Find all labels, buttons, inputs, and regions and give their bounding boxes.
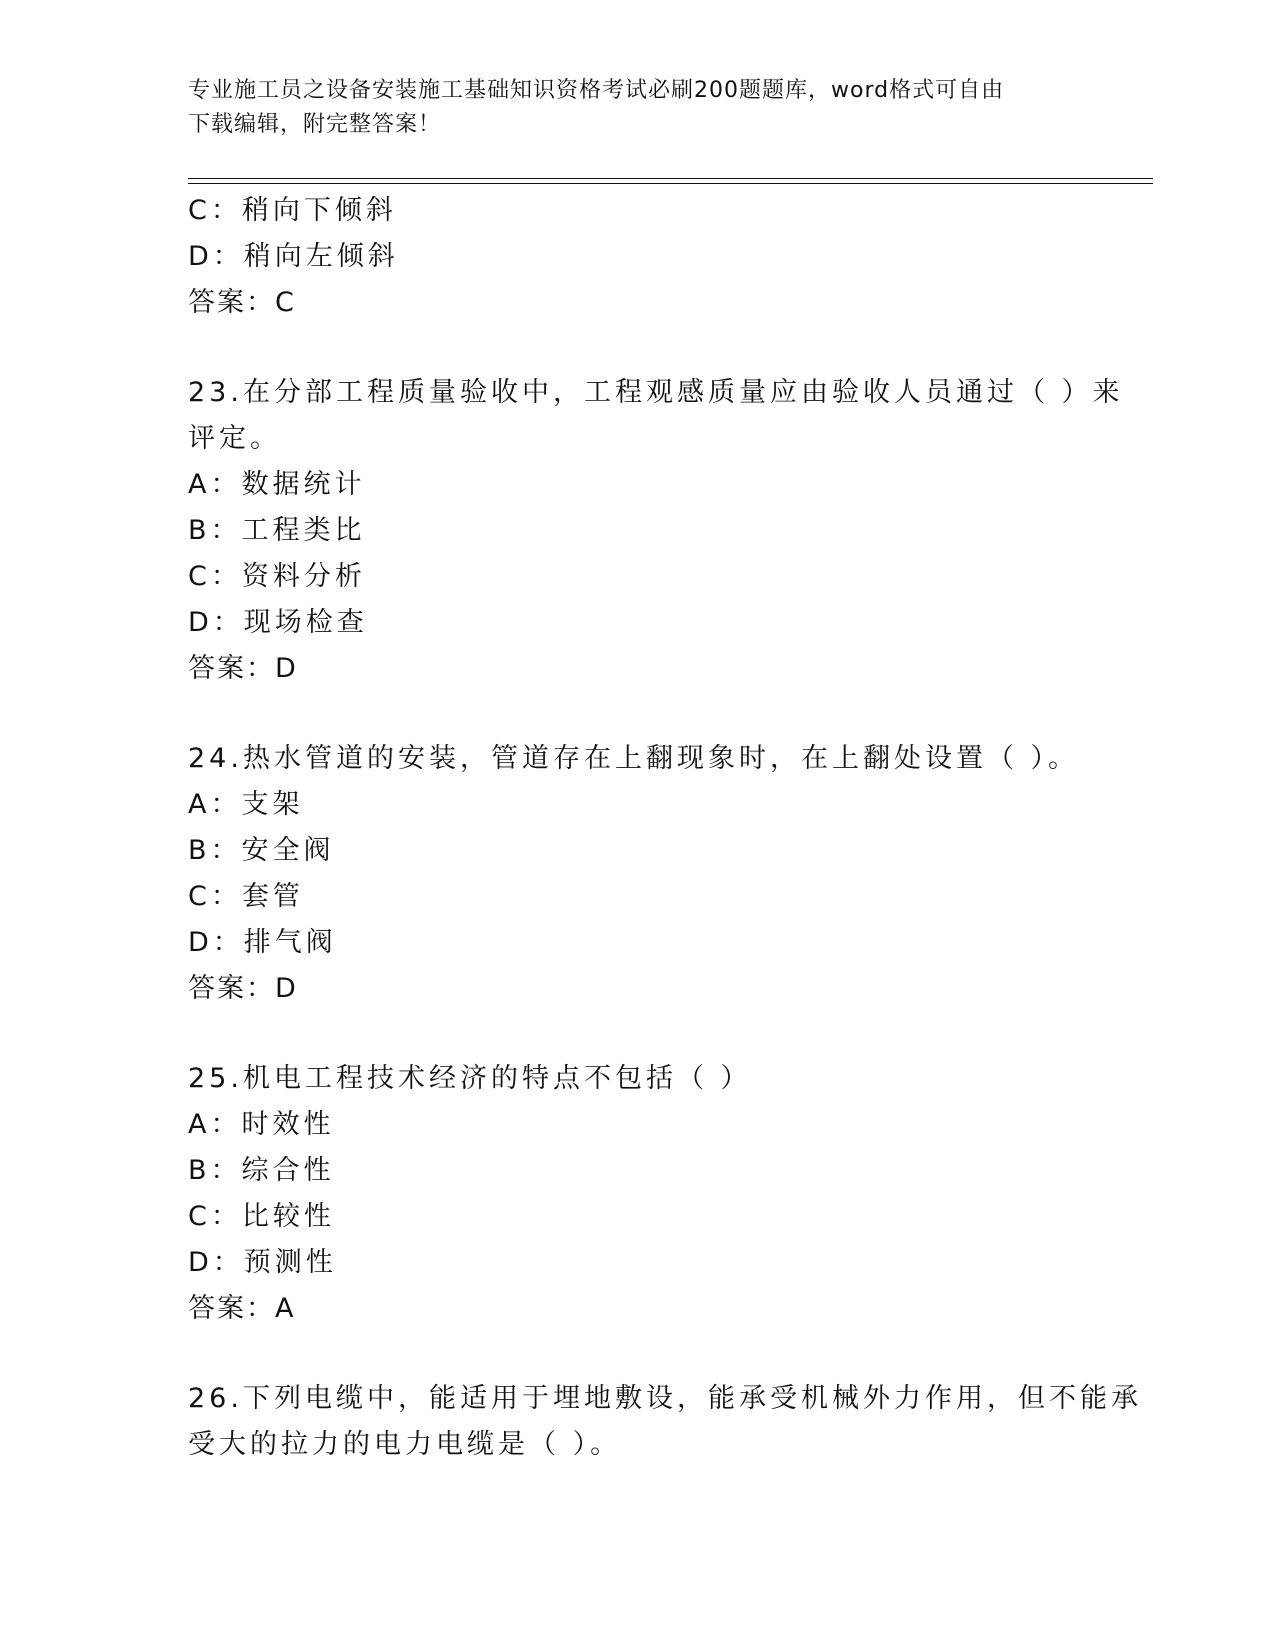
header-title-line2: 下载编辑，附完整答案！ <box>188 112 442 137</box>
option-d: D：现场检查 <box>188 607 368 638</box>
option-c: C：稍向下倾斜 <box>188 195 397 226</box>
option-b: B：安全阀 <box>188 835 335 866</box>
header-divider-top <box>188 178 1153 179</box>
question-list <box>188 188 1142 1468</box>
option-c: C：资料分析 <box>188 561 366 592</box>
answer-line: 答案：D <box>188 653 298 684</box>
question-stem: 23.在分部工程质量验收中，工程观感质量应由验收人员通过（ ）来 <box>188 377 1124 408</box>
question-stem: 24.热水管道的安装，管道存在上翻现象时，在上翻处设置（ ）。 <box>188 743 1080 774</box>
option-d: D：预测性 <box>188 1247 337 1278</box>
header-divider-bottom <box>188 183 1153 184</box>
option-a: A：时效性 <box>188 1109 335 1140</box>
document-header <box>188 74 1068 142</box>
spacer <box>188 326 1088 370</box>
option-b: B：工程类比 <box>188 515 366 546</box>
header-title-line1: 专业施工员之设备安装施工基础知识资格考试必刷200题题库，word格式可自由 <box>188 78 1005 103</box>
question-23 <box>188 370 1124 692</box>
answer-line: 答案：C <box>188 287 296 318</box>
option-c: C：套管 <box>188 881 304 912</box>
option-a: A：数据统计 <box>188 469 366 500</box>
question-25 <box>188 1056 1088 1332</box>
question-stem-continued: 受大的拉力的电力电缆是（ ）。 <box>188 1429 622 1460</box>
answer-line: 答案：A <box>188 1293 296 1324</box>
question-24 <box>188 736 1088 1012</box>
question-stem: 25.机电工程技术经济的特点不包括（ ） <box>188 1063 752 1094</box>
spacer <box>188 1012 1088 1056</box>
question-22-tail <box>188 188 1088 326</box>
spacer <box>188 692 1088 736</box>
question-stem-continued: 评定。 <box>188 423 281 454</box>
option-d: D：排气阀 <box>188 927 337 958</box>
question-stem: 26.下列电缆中，能适用于埋地敷设，能承受机械外力作用，但不能承 <box>188 1383 1142 1414</box>
option-a: A：支架 <box>188 789 304 820</box>
option-c: C：比较性 <box>188 1201 335 1232</box>
question-26 <box>188 1376 1142 1468</box>
option-d: D：稍向左倾斜 <box>188 241 399 272</box>
answer-line: 答案：D <box>188 973 298 1004</box>
spacer <box>188 1332 1088 1376</box>
option-b: B：综合性 <box>188 1155 335 1186</box>
